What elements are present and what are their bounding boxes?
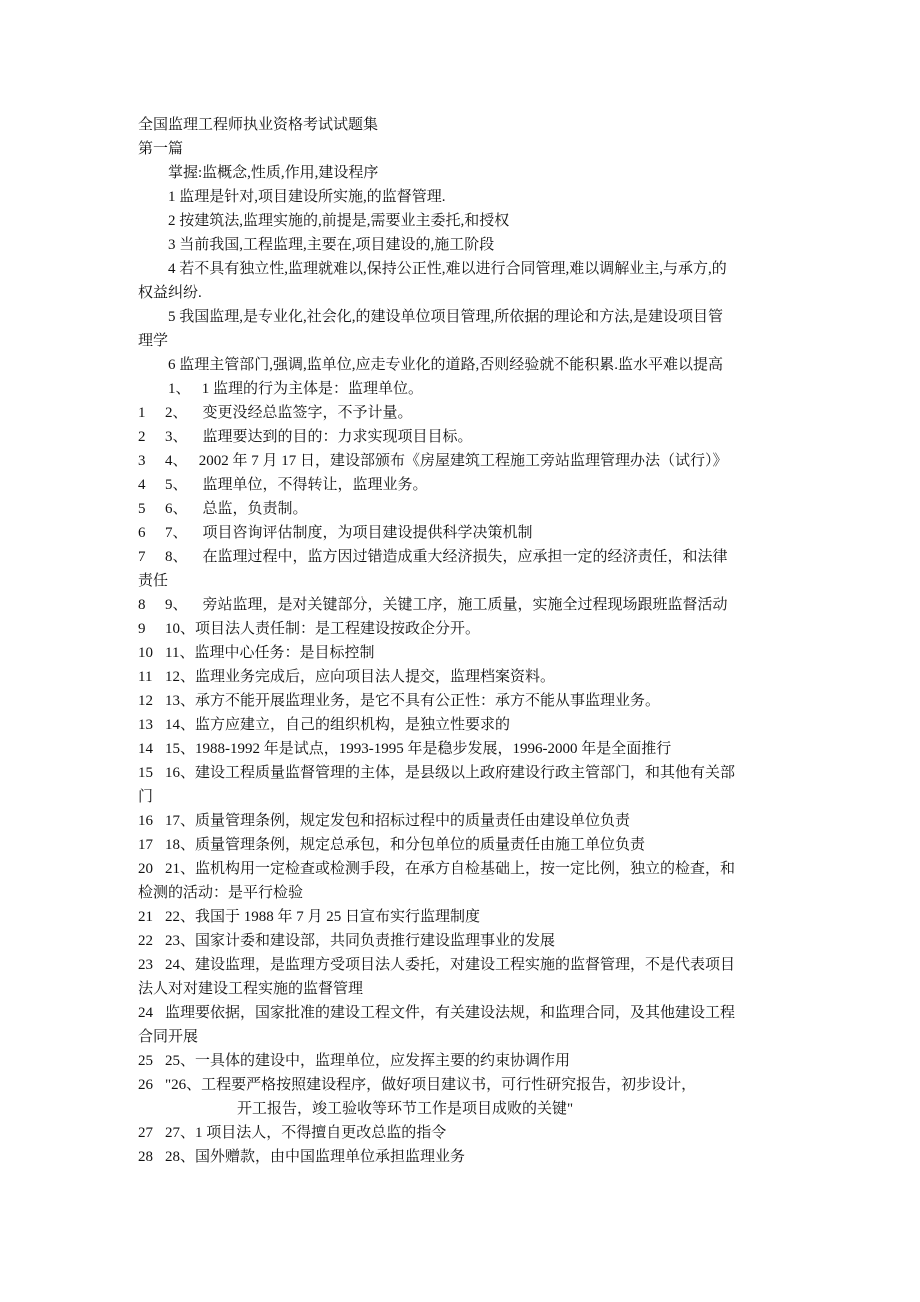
line-text: 11、监理中心任务：是目标控制: [165, 645, 375, 661]
row-number: 13: [138, 717, 153, 733]
line-text: 10、项目法人责任制：是工程建设按政企分开。: [165, 621, 481, 637]
row-number: 17: [138, 837, 153, 853]
line-text: 13、承方不能开展监理业务，是它不具有公正性：承方不能从事监理业务。: [165, 693, 661, 709]
text-line: [138, 809, 798, 833]
line-text: 4、 2002 年 7 月 17 日，建设部颁布《房屋建筑工程施工旁站监理管理办法（试行）》: [165, 453, 728, 469]
text-line: [138, 521, 798, 545]
text-line: [138, 1049, 798, 1073]
line-text: 监理要依据，国家批准的建设工程文件，有关建设法规，和监理合同，及其他建设工程: [165, 1005, 736, 1021]
line-text: 责任: [138, 573, 169, 589]
row-number: 5: [138, 501, 146, 517]
line-text: 6 监理主管部门,强调,监单位,应走专业化的道路,否则经验就不能积累.监水平难以提高: [168, 357, 724, 373]
text-line: [138, 209, 798, 233]
row-number: 12: [138, 693, 153, 709]
row-number: 22: [138, 933, 153, 949]
text-line: [138, 761, 798, 785]
line-text: 门: [138, 789, 154, 805]
line-text: 16、建设工程质量监督管理的主体，是县级以上政府建设行政主管部门，和其他有关部: [165, 765, 736, 781]
line-text: 1 监理是针对,项目建设所实施,的监督管理.: [168, 189, 446, 205]
text-line: [138, 1121, 798, 1145]
line-text: 3 当前我国,工程监理,主要在,项目建设的,施工阶段: [168, 237, 495, 253]
text-line: [138, 665, 798, 689]
text-line: [138, 329, 798, 353]
row-number: 7: [138, 549, 146, 565]
row-number: 3: [138, 453, 146, 469]
line-text: 2、 变更没经总监签字，不予计量。: [165, 405, 413, 421]
line-text: 合同开展: [138, 1029, 199, 1045]
text-line: [138, 497, 798, 521]
text-line: [138, 401, 798, 425]
line-text: 28、国外赠款，由中国监理单位承担监理业务: [165, 1149, 466, 1165]
line-text: 24、建设监理，是监理方受项目法人委托，对建设工程实施的监督管理，不是代表项目: [165, 957, 736, 973]
line-text: 9、 旁站监理，是对关键部分，关键工序，施工质量，实施全过程现场跟班监督活动: [165, 597, 728, 613]
text-line: [138, 473, 798, 497]
row-number: 16: [138, 813, 153, 829]
line-text: 22、我国于 1988 年 7 月 25 日宣布实行监理制度: [165, 909, 481, 925]
row-number: 2: [138, 429, 146, 445]
text-line: [138, 161, 798, 185]
text-line: [138, 929, 798, 953]
line-text: 2 按建筑法,监理实施的,前提是,需要业主委托,和授权: [168, 213, 510, 229]
text-line: [138, 833, 798, 857]
row-number: 8: [138, 597, 146, 613]
text-line: [138, 545, 798, 569]
text-line: [138, 353, 798, 377]
text-line: [138, 569, 798, 593]
line-text: 8、 在监理过程中，监方因过错造成重大经济损失，应承担一定的经济责任，和法律: [165, 549, 728, 565]
text-line: [138, 449, 798, 473]
line-text: 权益纠纷.: [138, 285, 202, 301]
line-text: 开工报告，竣工验收等环节工作是项目成败的关键": [237, 1101, 574, 1117]
row-number: 20: [138, 861, 153, 877]
row-number: 27: [138, 1125, 153, 1141]
line-text: 1、 1 监理的行为主体是：监理单位。: [168, 381, 424, 397]
text-line: [138, 617, 798, 641]
line-text: 法人对对建设工程实施的监督管理: [138, 981, 364, 997]
line-text: 3、 监理要达到的目的：力求实现项目目标。: [165, 429, 473, 445]
text-line: [138, 233, 798, 257]
row-number: 23: [138, 957, 153, 973]
line-text: 15、1988-1992 年是试点，1993-1995 年是稳步发展，1996-2000 年是全面推行: [165, 741, 672, 757]
text-line: [138, 185, 798, 209]
text-line: [138, 593, 798, 617]
text-line: [138, 1001, 798, 1025]
document-title: 全国监理工程师执业资格考试试题集: [138, 117, 379, 133]
row-number: 6: [138, 525, 146, 541]
text-line: [138, 1025, 798, 1049]
text-line: [138, 689, 798, 713]
line-text: 6、 总监，负责制。: [165, 501, 308, 517]
text-line: [138, 425, 798, 449]
text-line: [138, 977, 798, 1001]
text-line: [138, 737, 798, 761]
row-number: 21: [138, 909, 153, 925]
text-line: [138, 857, 798, 881]
row-number: 28: [138, 1149, 153, 1165]
text-line: [138, 377, 798, 401]
line-text: 12、监理业务完成后，应向项目法人提交，监理档案资料。: [165, 669, 556, 685]
line-text: 14、监方应建立，自己的组织机构，是独立性要求的: [165, 717, 511, 733]
text-line: [138, 953, 798, 977]
row-number: 1: [138, 405, 146, 421]
text-line: [138, 305, 798, 329]
text-line: [138, 1073, 798, 1097]
document-body: [138, 113, 798, 1169]
line-text: 18、质量管理条例，规定总承包，和分包单位的质量责任由施工单位负责: [165, 837, 646, 853]
line-text: 21、监机构用一定检查或检测手段，在承方自检基础上，按一定比例，独立的检查，和: [165, 861, 736, 877]
row-number: 10: [138, 645, 153, 661]
text-line: [138, 281, 798, 305]
row-number: 25: [138, 1053, 153, 1069]
row-number: 4: [138, 477, 146, 493]
text-line: [138, 257, 798, 281]
line-text: 7、 项目咨询评估制度，为项目建设提供科学决策机制: [165, 525, 533, 541]
section-heading: 第一篇: [138, 141, 184, 157]
row-number: 24: [138, 1005, 153, 1021]
line-text: 5 我国监理,是专业化,社会化,的建设单位项目管理,所依据的理论和方法,是建设项目管: [168, 309, 724, 325]
row-number: 14: [138, 741, 153, 757]
text-line: [138, 1145, 798, 1169]
line-text: 25、一具体的建设中，监理单位，应发挥主要的约束协调作用: [165, 1053, 571, 1069]
row-number: 9: [138, 621, 146, 637]
text-line: [138, 785, 798, 809]
text-line: [138, 881, 798, 905]
line-text: 检测的活动：是平行检验: [138, 885, 304, 901]
document-lines: [138, 161, 798, 1169]
line-text: 掌握:监概念,性质,作用,建设程序: [168, 165, 379, 181]
line-text: "26、工程要严格按照建设程序，做好项目建议书，可行性研究报告，初步设计，: [165, 1077, 697, 1093]
line-text: 23、国家计委和建设部，共同负责推行建设监理事业的发展: [165, 933, 556, 949]
line-text: 5、 监理单位，不得转让，监理业务。: [165, 477, 428, 493]
row-number: 15: [138, 765, 153, 781]
line-text: 4 若不具有独立性,监理就难以,保持公正性,难以进行合同管理,难以调解业主,与承方,的: [168, 261, 727, 277]
row-number: 26: [138, 1077, 153, 1093]
line-text: 理学: [138, 333, 169, 349]
line-text: 17、质量管理条例，规定发包和招标过程中的质量责任由建设单位负责: [165, 813, 631, 829]
line-text: 27、1 项目法人，不得擅自更改总监的指令: [165, 1125, 447, 1141]
text-line: [138, 905, 798, 929]
text-line: [138, 1097, 798, 1121]
text-line: [138, 641, 798, 665]
text-line: [138, 713, 798, 737]
row-number: 11: [138, 669, 153, 685]
